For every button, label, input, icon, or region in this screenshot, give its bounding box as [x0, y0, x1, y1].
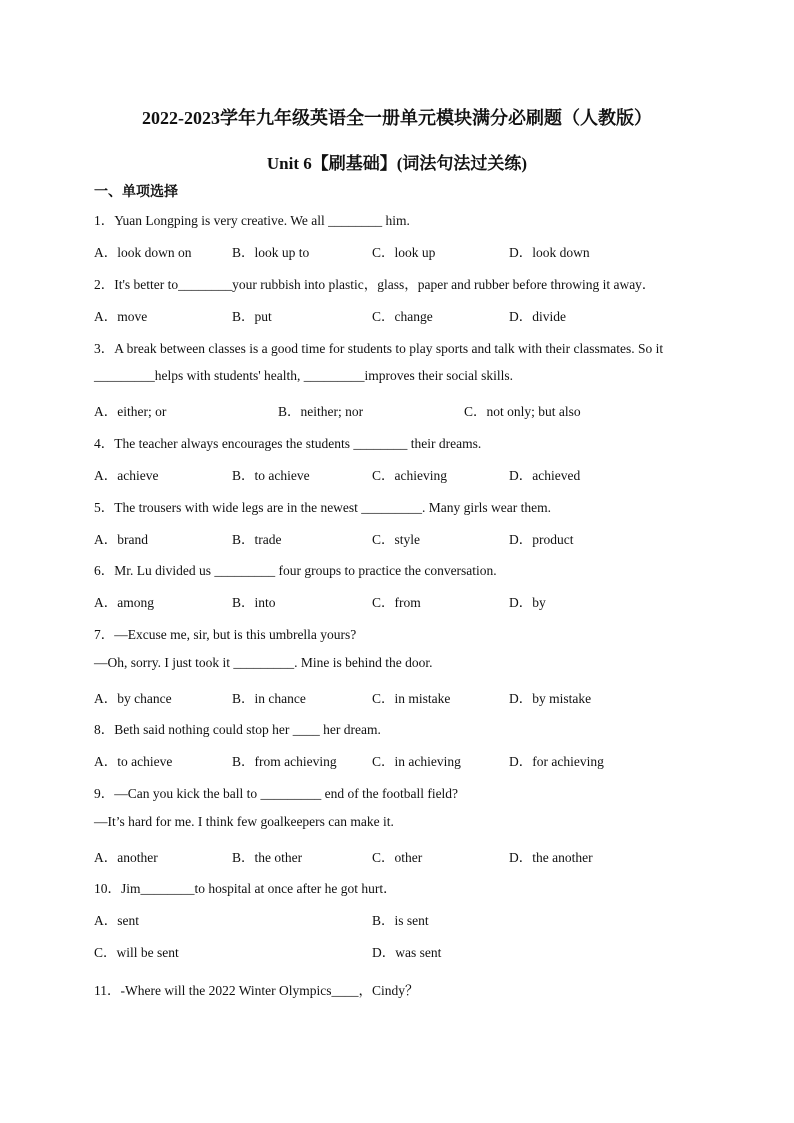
- question-5-stem: 5．The trousers with wide legs are in the newest _________. Many girls wear them.: [94, 500, 552, 515]
- question-9-option-a: A．another: [94, 850, 158, 865]
- question-4-option-d: D．achieved: [509, 468, 581, 483]
- question-9-option-b: B．the other: [232, 850, 303, 865]
- question-7-option-c: C．in mistake: [372, 691, 451, 706]
- question-8-option-b: B．from achieving: [232, 754, 337, 769]
- question-4-stem: 4．The teacher always encourages the students ________ their dreams.: [94, 436, 482, 451]
- question-7-option-b: B．in chance: [232, 691, 306, 706]
- question-6-option-c: C．from: [372, 595, 421, 610]
- question-3-option-a: A．either; or: [94, 404, 167, 419]
- question-7-stem-line-1: 7．—Excuse me, sir, but is this umbrella yours?: [94, 627, 357, 642]
- question-8-option-a: A．to achieve: [94, 754, 173, 769]
- question-6-option-b: B．into: [232, 595, 276, 610]
- question-1-option-c: C．look up: [372, 245, 436, 260]
- question-5-option-d: D．product: [509, 532, 574, 547]
- section-heading: 一、单项选择: [94, 185, 178, 200]
- question-3-option-c: C．not only; but also: [464, 404, 581, 419]
- question-2-option-d: D．divide: [509, 309, 566, 324]
- question-5-option-b: B．trade: [232, 532, 282, 547]
- question-1-stem: 1．Yuan Longping is very creative. We all ________ him.: [94, 213, 410, 228]
- question-7-option-a: A．by chance: [94, 691, 172, 706]
- document-subtitle: Unit 6【刷基础】(词法句法过关练): [266, 154, 528, 173]
- question-6-option-d: D．by: [509, 595, 546, 610]
- question-10-option-d: D．was sent: [372, 945, 442, 960]
- question-4-option-b: B．to achieve: [232, 468, 310, 483]
- document-title: 2022-2023学年九年级英语全一册单元模块满分必刷题（人教版）: [142, 108, 652, 128]
- question-10-stem: 10．Jim________to hospital at once after he got hurt．: [94, 881, 397, 896]
- question-9-option-d: D．the another: [509, 850, 593, 865]
- question-2-option-b: B．put: [232, 309, 272, 324]
- question-3-stem-line-1: 3．A break between classes is a good time for students to play sports and talk with their classmates. So it: [94, 341, 664, 356]
- question-8-option-c: C．in achieving: [372, 754, 461, 769]
- question-2-option-c: C．change: [372, 309, 433, 324]
- question-1-option-b: B．look up to: [232, 245, 310, 260]
- question-9-stem-line-2: —It’s hard for me. I think few goalkeepers can make it.: [94, 814, 394, 829]
- question-6-stem: 6．Mr. Lu divided us _________ four groups to practice the conversation.: [94, 563, 497, 578]
- question-9-stem-line-1: 9．—Can you kick the ball to _________ end of the football field?: [94, 786, 459, 801]
- question-7-stem-line-2: —Oh, sorry. I just took it _________. Mine is behind the door.: [94, 655, 433, 670]
- question-1-option-a: A．look down on: [94, 245, 192, 260]
- question-10-option-b: B．is sent: [372, 913, 429, 928]
- question-3-stem-line-2: _________helps with students' health, _________improves their social skills.: [94, 368, 514, 383]
- question-10-option-c: C．will be sent: [94, 945, 179, 960]
- question-10-option-a: A．sent: [94, 913, 139, 928]
- question-7-option-d: D．by mistake: [509, 691, 592, 706]
- question-5-option-c: C．style: [372, 532, 421, 547]
- question-2-stem: 2．It's better to________your rubbish into plastic，glass，paper and rubber before throwing it away．: [94, 277, 656, 292]
- question-3-option-b: B．neither; nor: [278, 404, 364, 419]
- question-1-option-d: D．look down: [509, 245, 590, 260]
- question-2-option-a: A．move: [94, 309, 148, 324]
- question-11-stem: 11．-Where will the 2022 Winter Olympics____，Cindy？: [94, 983, 419, 998]
- question-9-option-c: C．other: [372, 850, 423, 865]
- question-8-stem: 8．Beth said nothing could stop her ____ her dream.: [94, 722, 381, 737]
- question-4-option-c: C．achieving: [372, 468, 447, 483]
- question-5-option-a: A．brand: [94, 532, 148, 547]
- question-4-option-a: A．achieve: [94, 468, 159, 483]
- question-6-option-a: A．among: [94, 595, 154, 610]
- question-8-option-d: D．for achieving: [509, 754, 604, 769]
